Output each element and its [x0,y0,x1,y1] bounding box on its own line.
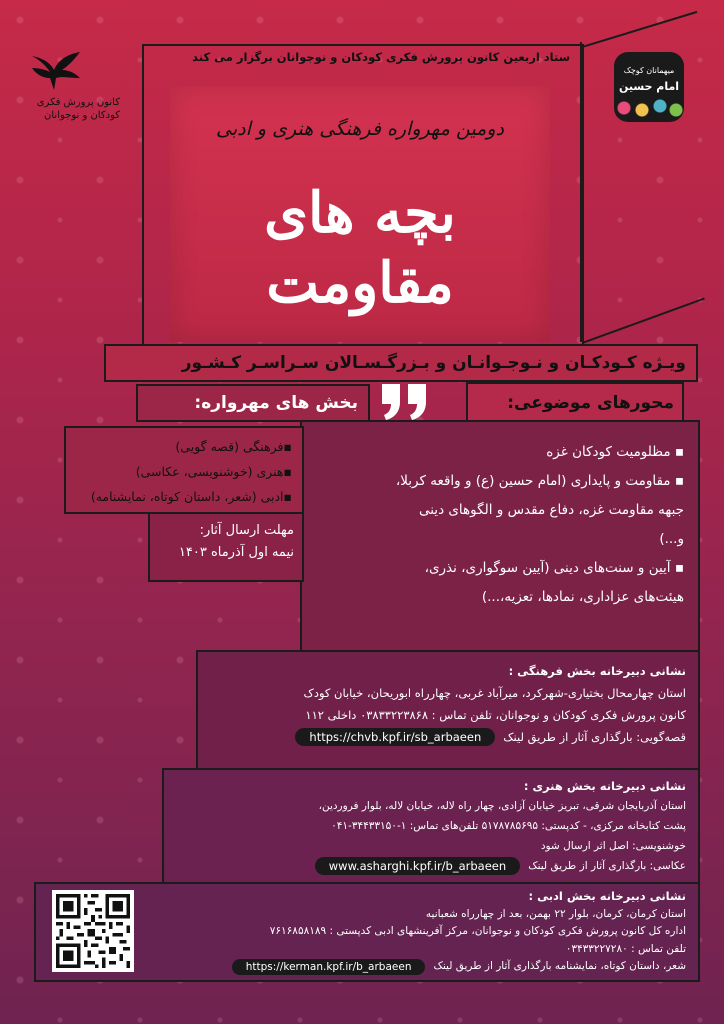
quote-mark-icon [378,380,432,424]
frame-edge [580,42,582,342]
literary-link-row [186,958,686,976]
deadline-value: نیمه اول آذرماه ۱۴۰۳ [178,545,294,560]
qr-code-icon[interactable] [52,890,134,972]
cultural-address-line2: کانون پرورش فکری کودکان و نوجوانان، تلفن تماس : ۰۳۸۳۳۲۲۳۸۶۸ داخلی ۱۱۲ [305,708,686,722]
badge-line1: میهمانان کوچک [623,66,675,75]
topics-heading: محورهای موضوعی: [507,393,674,413]
sections-list [66,428,302,509]
literary-address-line1: استان کرمان، کرمان، بلوار ۲۲ بهمن، بعد از چهارراه شعبانیه [425,907,686,920]
cultural-link-row [204,726,686,748]
kanoon-logo [28,48,128,122]
cultural-link-label: قصه‌گویی: بارگذاری آثار از طریق لینک [503,730,686,744]
badge-line2: امام حسین [618,80,680,93]
topic-item: و...) [659,531,684,547]
topic-item: جبهه مقاومت غزه، دفاع مقدس و الگوهای دینی [418,502,684,518]
audience-banner [104,344,698,382]
sections-heading: بخش های مهرواره: [194,393,358,413]
literary-link-label: شعر، داستان کوتاه، نمایشنامه بارگذاری آثار از طریق لینک [433,960,686,972]
section-item: ▪فرهنگی (قصه گویی) [175,439,292,454]
section-item: ▪ادبی (شعر، داستان کوتاه، نمایشنامه) [90,489,292,504]
flower-decoration-icon [614,94,684,122]
artistic-link[interactable]: www.asharghi.kpf.ir/b_arbaeen [315,857,520,875]
topics-heading-box [466,382,684,424]
bird-logo-icon [28,48,84,94]
topic-item: ▪ مظلومیت کودکان غزه [546,444,684,460]
topics-list [302,422,698,612]
cultural-link[interactable]: https://chvb.kpf.ir/sb_arbaeen [295,728,495,746]
topic-item: ▪ مقاومت و پایداری (امام حسین (ع) و واقعه کربلا، [395,473,684,489]
literary-link[interactable]: https://kerman.kpf.ir/b_arbaeen [232,959,426,975]
festival-subtitle: دومین مهرواره فرهنگی هنری و ادبی [215,118,504,140]
guests-badge [614,52,684,122]
artistic-calligraphy-note: خوشنویسی: اصل اثر ارسال شود [540,840,686,852]
literary-heading: نشانی دبیرخانه بخش ادبی : [528,889,686,903]
topic-item: هیئت‌های عزاداری، نمادها، تعزیه،...) [481,589,684,605]
artistic-secretariat-box [162,768,700,884]
literary-address-line2: اداره کل کانون پرورش فکری کودکان و نوجوانان، مرکز آفرینشهای ادبی کدپستی : ۷۶۱۶۸۵۸۱۸۹ [269,925,686,937]
artistic-heading: نشانی دبیرخانه بخش هنری : [523,779,686,793]
topics-box [300,420,700,652]
organizer-line: ستاد اربعین کانون پرورش فکری کودکان و نوجوانان برگزار می کند [192,50,570,64]
artistic-address-line1: استان آذربایجان شرقی، تبریز خیابان آزادی، چهار راه لاله، خیابان لاله، بلوار فروردین، [318,800,686,812]
artistic-address-line2: پشت کتابخانه مرکزی، - کدپستی: ۵۱۷۸۷۸۵۶۹۵ تلفن‌های تماس: ۱-۳۴۴۳۳۱۵۰-۰۴۱ [331,820,686,832]
deadline-label: مهلت ارسال آثار: [199,523,294,538]
audience-banner-text: ویـژه کـودکـان و نـوجـوانـان و بـزرگـسـالان سـراسـر کـشـور [181,353,686,373]
topic-item: ▪ آیین و سنت‌های دینی (آیین سوگواری، نذری، [424,560,684,576]
logo-text-line1: کانون پرورش فکری [36,97,120,108]
cultural-secretariat-box [196,650,700,770]
sections-list-box [64,426,304,514]
festival-title: بچه های مقاومت [264,180,456,316]
cultural-address-line1: استان چهارمحال بختیاری-شهرکرد، میرآباد غربی، چهارراه ابوریحان، خیابان کودک [303,686,686,700]
logo-text-line2: کودکان و نوجوانان [44,110,120,121]
deadline-box [148,512,304,582]
artistic-link-row [170,856,686,876]
sections-heading-box [136,384,370,422]
artistic-link-label: عکاسی: بارگذاری آثار از طریق لینک [528,860,686,872]
literary-phone: تلفن تماس : ۰۳۴۳۳۲۲۷۲۸۰ [565,942,686,955]
cultural-heading: نشانی دبیرخانه بخش فرهنگی : [508,664,686,678]
section-item: ▪هنری (خوشنویسی، عکاسی) [135,464,292,479]
